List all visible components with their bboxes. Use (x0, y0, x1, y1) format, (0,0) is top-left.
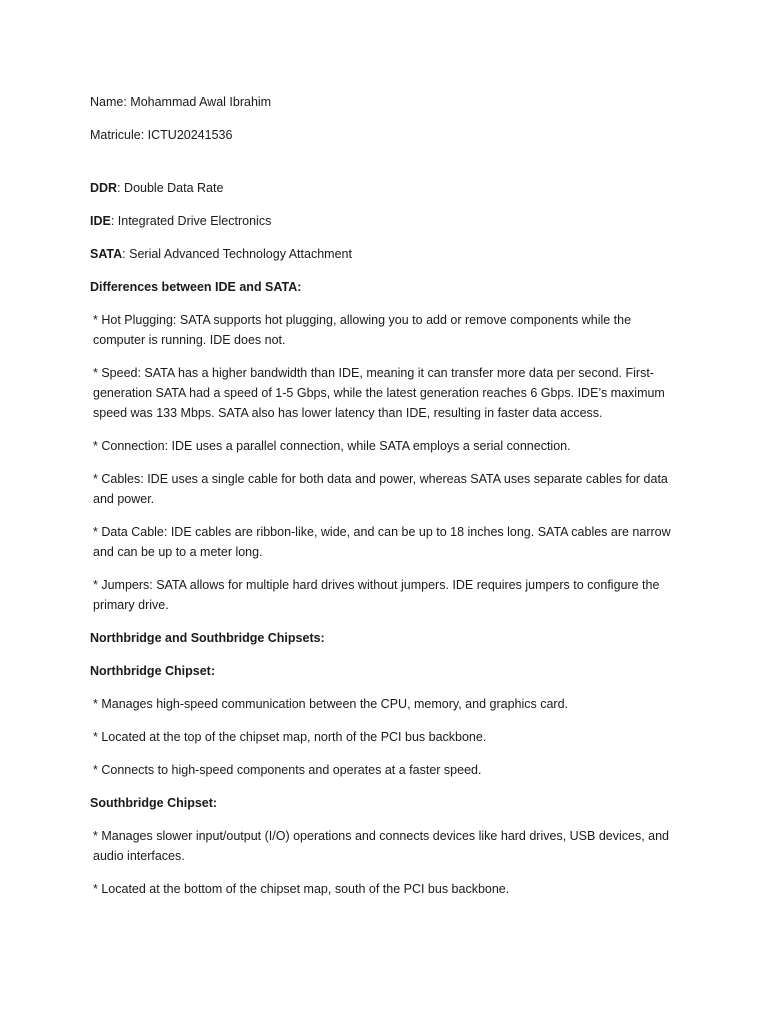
definition-ide (90, 211, 682, 231)
southbridge-item: * Manages slower input/output (I/O) operations and connects devices like hard drives, USB devices, and audio interfaces. (93, 829, 670, 863)
student-name: Name: Mohammad Awal Ibrahim (90, 95, 272, 109)
definition-text: : Integrated Drive Electronics (110, 214, 272, 228)
northbridge-item: * Located at the top of the chipset map, north of the PCI bus backbone. (93, 730, 487, 744)
blank-line (90, 158, 682, 178)
definition-text: : Double Data Rate (117, 181, 224, 195)
document-body (90, 92, 682, 912)
definition-sata (90, 244, 682, 264)
student-matricule: Matricule: ICTU20241536 (90, 128, 233, 142)
definition-term: DDR (90, 181, 118, 195)
chipsets-heading: Northbridge and Southbridge Chipsets: (90, 631, 325, 645)
difference-item: * Hot Plugging: SATA supports hot plugging, allowing you to add or remove components while the computer is running. IDE does not. (93, 313, 632, 347)
definition-term: IDE (90, 214, 111, 228)
difference-item: * Speed: SATA has a higher bandwidth than IDE, meaning it can transfer more data per second. First-generation SATA had a speed of 1-5 Gbps, while the latest generation reaches 6 Gbps. IDE’s maximum speed was 133 Mbps. SATA also has lower latency than IDE, resulting in faster data access. (93, 366, 665, 420)
northbridge-heading: Northbridge Chipset: (90, 664, 215, 678)
southbridge-heading: Southbridge Chipset: (90, 796, 218, 810)
definition-ddr (90, 178, 682, 198)
difference-item: * Connection: IDE uses a parallel connection, while SATA employs a serial connection. (93, 439, 571, 453)
northbridge-item: * Connects to high-speed components and operates at a faster speed. (93, 763, 482, 777)
difference-item: * Data Cable: IDE cables are ribbon-like, wide, and can be up to 18 inches long. SATA cables are narrow and can be up to a meter long. (93, 525, 671, 559)
definition-text: : Serial Advanced Technology Attachment (122, 247, 352, 261)
difference-item: * Cables: IDE uses a single cable for both data and power, whereas SATA uses separate cables for data and power. (93, 472, 668, 506)
definition-term: SATA (90, 247, 123, 261)
northbridge-item: * Manages high-speed communication between the CPU, memory, and graphics card. (93, 697, 569, 711)
differences-heading: Differences between IDE and SATA: (90, 280, 302, 294)
difference-item: * Jumpers: SATA allows for multiple hard drives without jumpers. IDE requires jumpers to configure the primary drive. (93, 578, 660, 612)
southbridge-item: * Located at the bottom of the chipset map, south of the PCI bus backbone. (93, 882, 510, 896)
